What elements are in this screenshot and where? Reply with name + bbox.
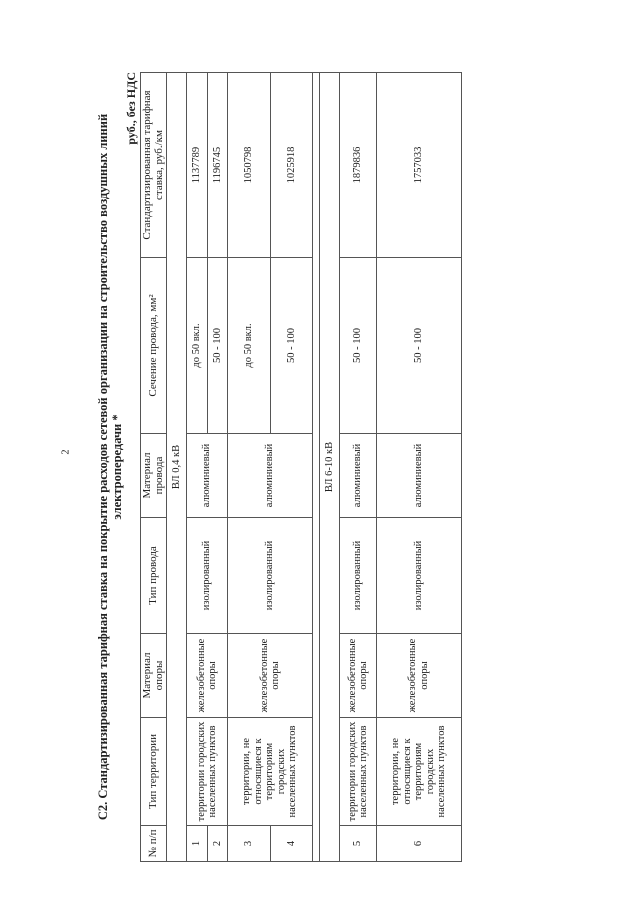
gap-cell: [313, 73, 320, 862]
cell-territory: территории городских населенных пунктов: [187, 718, 228, 826]
cell-rate: 1757033: [376, 73, 461, 258]
tariff-rate-table: [140, 72, 462, 862]
cell-cross-section: 50 - 100: [270, 258, 312, 434]
cell-wire-material: алюминиевый: [376, 434, 461, 518]
cell-pole-material: железобетонные опоры: [187, 634, 228, 718]
cell-rate: 1196745: [207, 73, 227, 258]
cell-rate: 1050798: [228, 73, 270, 258]
units-label: руб., без НДС: [124, 72, 138, 145]
header-wire-material: Материал провода: [141, 434, 167, 518]
section-label: ВЛ 6-10 кВ: [320, 73, 340, 862]
page-number: 2: [60, 449, 72, 455]
cell-pole-material: железобетонные опоры: [376, 634, 461, 718]
cell-rate: 1025918: [270, 73, 312, 258]
section-row: [320, 73, 340, 862]
header-cross-section: Сечение провода, мм²: [141, 258, 167, 434]
table-header-row: [141, 73, 167, 862]
cell-cross-section: до 50 вкл.: [228, 258, 270, 434]
cell-wire-material: алюминиевый: [340, 434, 377, 518]
cell-wire-type: изолированный: [376, 518, 461, 634]
rotated-page-content: [96, 72, 496, 862]
cell-wire-material: алюминиевый: [228, 434, 313, 518]
cell-territory: территории городских населенных пунктов: [340, 718, 377, 826]
cell-cross-section: 50 - 100: [376, 258, 461, 434]
header-territory: Тип территории: [141, 718, 167, 826]
row-num: 6: [376, 826, 461, 862]
header-num: № п/п: [141, 826, 167, 862]
row-num: 4: [270, 826, 312, 862]
header-pole-material: Материал опоры: [141, 634, 167, 718]
cell-wire-type: изолированный: [187, 518, 228, 634]
header-wire-type: Тип провода: [141, 518, 167, 634]
row-num: 1: [187, 826, 207, 862]
table-row: [340, 73, 377, 862]
section-gap: [313, 73, 320, 862]
section-label: ВЛ 0,4 кВ: [167, 73, 187, 862]
table-row: [376, 73, 461, 862]
cell-pole-material: железобетонные опоры: [228, 634, 313, 718]
section-row: [167, 73, 187, 862]
cell-pole-material: железобетонные опоры: [340, 634, 377, 718]
cell-cross-section: 50 - 100: [340, 258, 377, 434]
row-num: 2: [207, 826, 227, 862]
cell-rate: 1879836: [340, 73, 377, 258]
table-row: [228, 73, 270, 862]
cell-cross-section: до 50 вкл.: [187, 258, 207, 434]
header-rate: Стандартизированная тарифная ставка, руб./км: [141, 73, 167, 258]
cell-territory: территории, не относящиеся к территориям городских населенных пунктов: [376, 718, 461, 826]
cell-wire-type: изолированный: [340, 518, 377, 634]
cell-cross-section: 50 - 100: [207, 258, 227, 434]
cell-wire-type: изолированный: [228, 518, 313, 634]
cell-rate: 1137789: [187, 73, 207, 258]
cell-territory: территории, не относящиеся к территориям городских населенных пунктов: [228, 718, 313, 826]
document-title: С2. Стандартизированная тарифная ставка на покрытие расходов сетевой организации на строительство воздушных линий электропередачи *: [96, 113, 124, 821]
cell-wire-material: алюминиевый: [187, 434, 228, 518]
table-row: [187, 73, 207, 862]
row-num: 3: [228, 826, 270, 862]
row-num: 5: [340, 826, 377, 862]
